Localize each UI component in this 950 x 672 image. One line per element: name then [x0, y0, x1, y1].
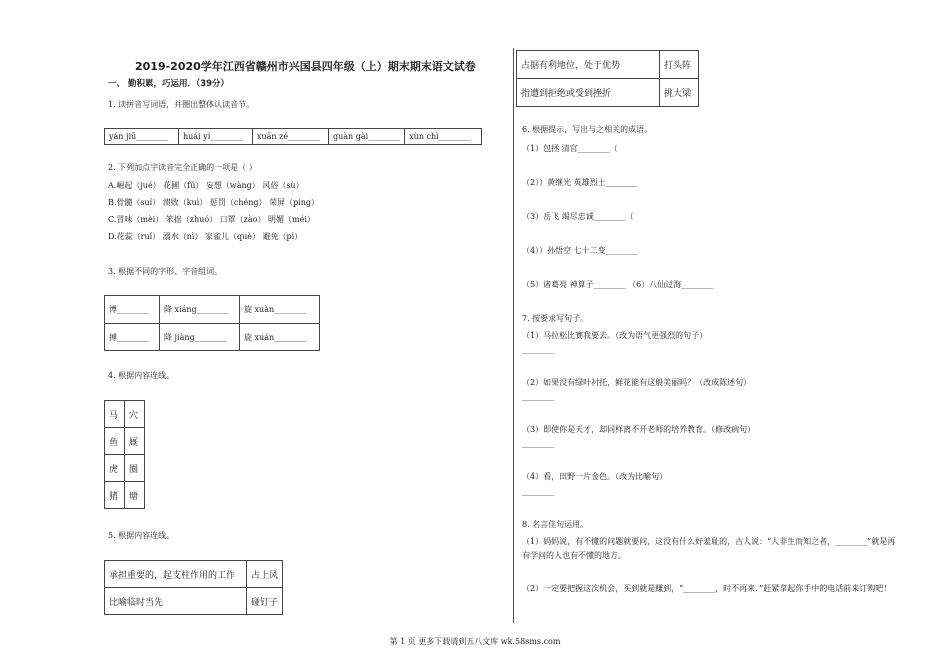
q6-item: （1）包拯 清官________（ — [522, 144, 618, 153]
q7-answer-blank: ________ — [522, 487, 554, 496]
page-footer: 第 1 页 更多下载请到五八文库 wk.58sms.com — [389, 637, 561, 646]
q7-answer-blank: ________ — [522, 345, 554, 354]
q6-item: （4））孙悟空 七十二变________ — [522, 246, 638, 255]
q4-cell: 穴 — [125, 401, 145, 428]
q3-cell: 旋 xuán________ — [240, 324, 320, 351]
q6-prompt: 6. 根据提示，写出与之相关的成语。 — [522, 125, 653, 134]
q4-cell: 厩 — [125, 428, 145, 455]
q1-pinyin-table — [104, 128, 482, 145]
q7-answer-blank: ________ — [522, 439, 554, 448]
q5-cell: 打头阵 — [660, 51, 699, 79]
q7-item: （2）如果没有绿叶衬托，鲜花能有这般美丽吗？（改成陈述句） — [522, 378, 752, 387]
q1-prompt: 1. 读拼音写词语，并圈出整体认读音节。 — [108, 100, 255, 109]
q4-prompt: 4. 根据内容连线。 — [108, 371, 175, 380]
q8-item: （2）一定要把握这次机会，买到就是赚到，“________，时不再来．”赶紧拿起你手中的电话前来订购吧！ — [522, 584, 892, 593]
q4-cell: 圈 — [125, 455, 145, 482]
q5-cell: 占据有利地位，处于优势 — [517, 51, 660, 79]
q3-word-table — [104, 295, 320, 351]
q1-cell: xuān zé________ — [253, 129, 329, 145]
q8-item: 有学问的人也有不懂的地方。 — [522, 551, 626, 560]
q5-cell: 承担重要的，起支柱作用的工作 — [105, 561, 247, 588]
q5-cell: 挑大梁 — [660, 79, 699, 107]
q4-cell: 马 — [105, 401, 125, 428]
q5-cell: 占上风 — [247, 561, 283, 588]
q6-item: （5）诸葛亮 神算子________ （6）八仙过海________ — [522, 280, 714, 289]
q7-prompt: 7. 按要求写句子。 — [522, 314, 589, 323]
q4-cell: 猪 — [105, 482, 125, 509]
q3-prompt: 3. 根据不同的字形、字音组词。 — [108, 267, 223, 276]
q3-cell: 降 jiàng________ — [160, 324, 240, 351]
q7-item: （4）看，田野一片金色。（改为比喻句） — [522, 472, 668, 481]
q6-item: （2））黄继光 英雄烈士________ — [522, 178, 638, 187]
q1-cell: yán jiū________ — [105, 129, 179, 145]
q2-prompt: 2. 下列加点字读音完全正确的一项是（ ） — [108, 163, 257, 172]
q3-cell: 搏________ — [105, 324, 160, 351]
q3-cell: 旋 xuàn________ — [240, 296, 320, 324]
q6-item: （3）岳飞 竭尽忠诚________（ — [522, 212, 634, 221]
q1-cell: huái yí________ — [179, 129, 253, 145]
q3-cell: 降 xiáng________ — [160, 296, 240, 324]
q5-cell: 比喻临时当先 — [105, 588, 247, 615]
q7-item: （1）马拉松比赛我要去。（改为语气更强烈的句子） — [522, 331, 708, 340]
q1-cell: xùn chì________ — [405, 129, 482, 145]
q8-prompt: 8. 名言佳句运用。 — [522, 520, 589, 529]
q4-cell: 虎 — [105, 455, 125, 482]
q5-cell: 碰钉子 — [247, 588, 283, 615]
q5-prompt: 5. 根据内容连线。 — [108, 531, 175, 540]
section-heading: 一、 勤积累，巧运用．（39分） — [108, 79, 230, 89]
q2-option: C.冒味（mèi） 笨拙（zhuó） 口罩（zào） 明媚（méi） — [108, 215, 315, 224]
q7-item: （3）即使你是天才，却同样离不开老师的培养教育。（修改病句） — [522, 425, 756, 434]
column-divider — [513, 48, 514, 623]
q4-cell: 塘 — [125, 482, 145, 509]
q2-option: A.崛起（jué） 花圃（fǔ） 妄想（wàng） 风俗（sù） — [108, 181, 304, 190]
q5-continued-table — [516, 50, 699, 107]
q4-cell: 鱼 — [105, 428, 125, 455]
q2-option: B.骨髓（suí） 溃败（kuì） 惩罚（chéng） 荣屏（píng） — [108, 198, 320, 207]
q1-cell: guàn gài________ — [329, 129, 405, 145]
q2-option: D.花蕊（ruǐ） 溺水（nì） 家雀儿（què） 避免（pì） — [108, 232, 303, 241]
q5-match-table — [104, 560, 283, 615]
q8-item: （1）妈妈说，有不懂的问题就要问，这没有什么好羞耻的，古人说：“人非生而知之者，________”就是再 — [522, 537, 896, 546]
q5-cell: 指遭到拒绝或受到挫折 — [517, 79, 660, 107]
q7-answer-blank: ________ — [522, 392, 554, 401]
page-title: 2019-2020学年江西省赣州市兴国县四年级（上）期末期末语文试卷 — [135, 60, 476, 73]
q4-match-table — [104, 400, 145, 509]
q3-cell: 博________ — [105, 296, 160, 324]
